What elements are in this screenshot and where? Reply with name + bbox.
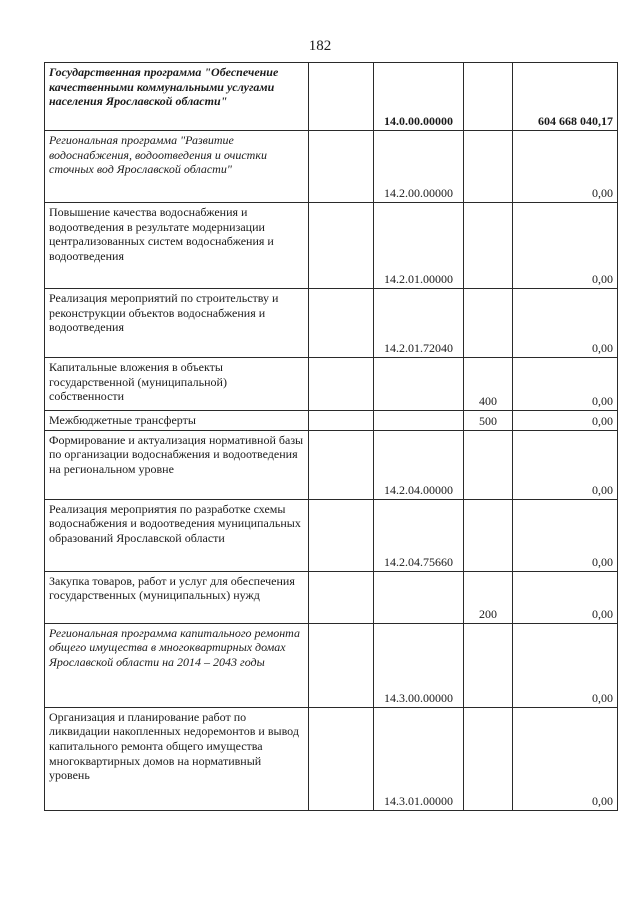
- row-blank-cell: [309, 499, 374, 571]
- row-name: Организация и планирование работ по ликвидации накопленных недоремонтов и вывод капитального ремонта общего имущества многоквартирных домов на нормативный уровень: [45, 707, 309, 810]
- row-blank-cell: [309, 707, 374, 810]
- row-code: [374, 358, 464, 411]
- page-number: 182: [308, 38, 332, 54]
- row-amount: 604 668 040,17: [513, 63, 618, 131]
- row-code: 14.2.04.00000: [374, 430, 464, 499]
- row-expense-type: [464, 499, 513, 571]
- row-name: Региональная программа "Развитие водоснабжения, водоотведения и очистки сточных вод Ярославской области": [45, 131, 309, 203]
- table-row: [45, 131, 618, 203]
- row-expense-type: 500: [464, 411, 513, 431]
- row-code: 14.0.00.00000: [374, 63, 464, 131]
- row-name: Государственная программа "Обеспечение качественными коммунальными услугами населения Ярославской области": [45, 63, 309, 131]
- row-name: Капитальные вложения в объекты государственной (муниципальной) собственности: [45, 358, 309, 411]
- table-row: [45, 63, 618, 131]
- row-name: Повышение качества водоснабжения и водоотведения в результате модернизации централизованных систем водоснабжения и водоотведения: [45, 203, 309, 289]
- row-amount: 0,00: [513, 203, 618, 289]
- row-amount: 0,00: [513, 411, 618, 431]
- row-amount: 0,00: [513, 430, 618, 499]
- row-blank-cell: [309, 430, 374, 499]
- table-row: [45, 203, 618, 289]
- row-blank-cell: [309, 571, 374, 623]
- table-row: [45, 707, 618, 810]
- row-amount: 0,00: [513, 623, 618, 707]
- row-code: 14.2.04.75660: [374, 499, 464, 571]
- row-expense-type: 200: [464, 571, 513, 623]
- table-row: [45, 358, 618, 411]
- row-expense-type: [464, 63, 513, 131]
- row-name: Закупка товаров, работ и услуг для обеспечения государственных (муниципальных) нужд: [45, 571, 309, 623]
- table-row: [45, 411, 618, 431]
- row-code: 14.2.00.00000: [374, 131, 464, 203]
- row-name: Межбюджетные трансферты: [45, 411, 309, 431]
- table-row: [45, 499, 618, 571]
- table-row: [45, 623, 618, 707]
- table-row: [45, 289, 618, 358]
- row-name: Реализация мероприятий по строительству и реконструкции объектов водоснабжения и водоотведения: [45, 289, 309, 358]
- row-amount: 0,00: [513, 131, 618, 203]
- row-expense-type: [464, 131, 513, 203]
- row-expense-type: [464, 623, 513, 707]
- row-blank-cell: [309, 623, 374, 707]
- table-row: [45, 430, 618, 499]
- row-code: 14.2.01.00000: [374, 203, 464, 289]
- row-expense-type: 400: [464, 358, 513, 411]
- row-code: 14.3.01.00000: [374, 707, 464, 810]
- row-amount: 0,00: [513, 707, 618, 810]
- row-expense-type: [464, 707, 513, 810]
- row-blank-cell: [309, 63, 374, 131]
- budget-table-body: [45, 63, 618, 811]
- row-blank-cell: [309, 131, 374, 203]
- table-row: [45, 571, 618, 623]
- row-expense-type: [464, 430, 513, 499]
- row-amount: 0,00: [513, 499, 618, 571]
- row-amount: 0,00: [513, 358, 618, 411]
- row-expense-type: [464, 289, 513, 358]
- row-name: Формирование и актуализация нормативной базы по организации водоснабжения и водоотведения на региональном уровне: [45, 430, 309, 499]
- row-name: Реализация мероприятия по разработке схемы водоснабжения и водоотведения муниципальных образований Ярославской области: [45, 499, 309, 571]
- row-expense-type: [464, 203, 513, 289]
- row-amount: 0,00: [513, 289, 618, 358]
- row-blank-cell: [309, 411, 374, 431]
- row-blank-cell: [309, 289, 374, 358]
- row-blank-cell: [309, 358, 374, 411]
- row-code: [374, 571, 464, 623]
- row-amount: 0,00: [513, 571, 618, 623]
- row-code: [374, 411, 464, 431]
- row-code: 14.3.00.00000: [374, 623, 464, 707]
- row-name: Региональная программа капитального ремонта общего имущества в многоквартирных домах Ярославской области на 2014 – 2043 годы: [45, 623, 309, 707]
- row-code: 14.2.01.72040: [374, 289, 464, 358]
- row-blank-cell: [309, 203, 374, 289]
- budget-table: [44, 62, 618, 811]
